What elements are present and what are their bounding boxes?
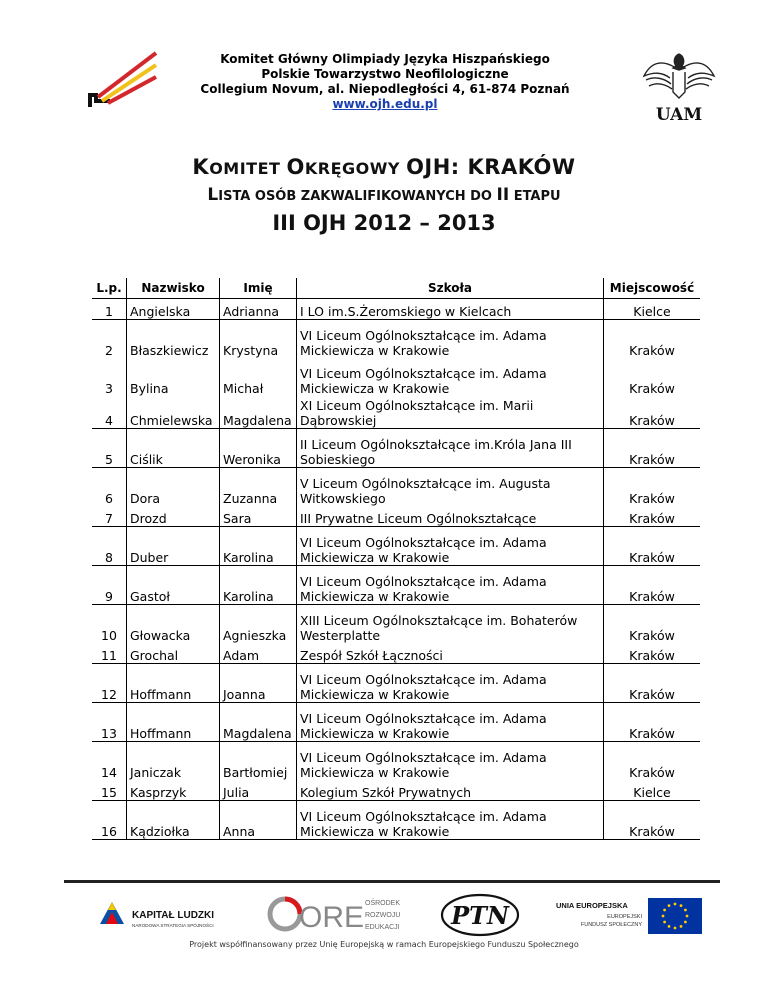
ore-logo [265, 893, 405, 935]
cell-surname: Błaszkiewicz [127, 320, 220, 359]
kl-subtitle: NARODOWA STRATEGIA SPÓJNOŚCI [132, 923, 214, 928]
cell-lp: 1 [92, 299, 127, 320]
ore-line-1: OŚRODEK [365, 900, 401, 907]
table-row [92, 643, 700, 664]
cell-surname: Kasprzyk [127, 780, 220, 801]
ore-big-text: ORE [299, 901, 365, 934]
title-2a: L [207, 185, 219, 205]
cell-lp: 10 [92, 605, 127, 644]
col-header-school: Szkoła [297, 278, 604, 299]
cell-school: Zespół Szkół Łączności [297, 643, 604, 664]
cell-school: VI Liceum Ogólnokształcące im. Adama Mickiewicza w Krakowie [297, 801, 604, 840]
uam-logo-text: UAM [655, 105, 703, 125]
table-row [92, 468, 700, 507]
title-2c: II [496, 185, 510, 205]
cell-firstname: Anna [220, 801, 297, 840]
table-row [92, 396, 700, 429]
cell-firstname: Michał [220, 358, 297, 396]
kl-title: KAPITAŁ LUDZKI [132, 910, 215, 921]
letterhead [0, 0, 768, 130]
cell-lp: 13 [92, 703, 127, 742]
cell-surname: Głowacka [127, 605, 220, 644]
table-row [92, 506, 700, 527]
col-header-lp: L.p. [92, 278, 127, 299]
cell-school: V Liceum Ogólnokształcące im. Augusta Witkowskiego [297, 468, 604, 507]
cell-surname: Ciślik [127, 429, 220, 468]
letterhead-text [180, 52, 590, 112]
cell-lp: 3 [92, 358, 127, 396]
cell-lp: 12 [92, 664, 127, 703]
cell-firstname: Magdalena [220, 703, 297, 742]
col-header-surname: Nazwisko [127, 278, 220, 299]
title-1d: KRĘGOWY [304, 159, 407, 178]
cell-firstname: Bartłomiej [220, 742, 297, 781]
eu-line-3: FUNDUSZ SPOŁECZNY [580, 922, 642, 928]
table-header-row [92, 278, 700, 299]
cell-surname: Angielska [127, 299, 220, 320]
cell-firstname: Joanna [220, 664, 297, 703]
eu-line-1: UNIA EUROPEJSKA [556, 901, 628, 910]
cell-school: XIII Liceum Ogólnokształcące im. Bohaterów Westerplatte [297, 605, 604, 644]
cell-city: Kraków [604, 703, 701, 742]
cell-surname: Janiczak [127, 742, 220, 781]
table-row [92, 429, 700, 468]
cell-school: VI Liceum Ogólnokształcące im. Adama Mickiewicza w Krakowie [297, 566, 604, 605]
cell-firstname: Magdalena [220, 396, 297, 429]
ptn-text: PTN [451, 901, 509, 930]
title-line-1 [0, 155, 768, 179]
header-line-3: Collegium Novum, al. Niepodległości 4, 61-874 Poznań [200, 82, 570, 96]
cell-school: VI Liceum Ogólnokształcące im. Adama Mickiewicza w Krakowie [297, 358, 604, 396]
header-line-2: Polskie Towarzystwo Neofilologiczne [261, 67, 509, 81]
table-row [92, 320, 700, 359]
cell-lp: 11 [92, 643, 127, 664]
cell-city: Kraków [604, 801, 701, 840]
cell-city: Kraków [604, 566, 701, 605]
eu-logo [556, 896, 704, 936]
table-row [92, 703, 700, 742]
cell-city: Kielce [604, 780, 701, 801]
cell-surname: Gastoł [127, 566, 220, 605]
cell-lp: 6 [92, 468, 127, 507]
table-row [92, 527, 700, 566]
title-2b: ISTA OSÓB ZAKWALIFIKOWANYCH DO [218, 189, 497, 204]
cell-school: VI Liceum Ogólnokształcące im. Adama Mickiewicza w Krakowie [297, 703, 604, 742]
header-line-1: Komitet Główny Olimpiady Języka Hiszpańskiego [220, 52, 550, 66]
cell-lp: 7 [92, 506, 127, 527]
cell-city: Kraków [629, 628, 675, 643]
cell-lp: 8 [92, 527, 127, 566]
cell-school: VI Liceum Ogólnokształcące im. Adama Mickiewicza w Krakowie [297, 664, 604, 703]
uam-eagle-logo [640, 48, 718, 126]
cell-school: VI Liceum Ogólnokształcące im. Adama Mickiewicza w Krakowie [297, 742, 604, 781]
footer-note: Projekt współfinansowany przez Unię Europejską w ramach Europejskiego Funduszu Społecznego [189, 940, 579, 949]
table-row [92, 566, 700, 605]
cell-city: Kraków [629, 343, 675, 358]
cell-firstname: Weronika [220, 429, 297, 468]
col-header-firstname: Imię [220, 278, 297, 299]
cell-firstname: Adrianna [220, 299, 297, 320]
cell-school: Kolegium Szkół Prywatnych [297, 780, 604, 801]
cell-city: Kielce [604, 299, 701, 320]
table-row [92, 801, 700, 840]
cell-lp: 16 [92, 801, 127, 840]
ojh-stripes-logo [88, 45, 158, 115]
cell-city: Kraków [604, 506, 701, 527]
cell-school: VI Liceum Ogólnokształcące im. Adama Mickiewicza w Krakowie [297, 320, 604, 359]
cell-firstname: Julia [220, 780, 297, 801]
cell-lp: 9 [92, 566, 127, 605]
cell-school: III Prywatne Liceum Ogólnokształcące [297, 506, 604, 527]
cell-firstname: Karolina [220, 527, 297, 566]
cell-lp: 4 [92, 396, 127, 429]
ore-line-2: ROZWOJU [365, 912, 401, 919]
cell-city: Kraków [604, 643, 701, 664]
table-row [92, 605, 700, 644]
footer-divider [64, 880, 720, 883]
cell-city: Kraków [604, 527, 701, 566]
cell-school: II Liceum Ogólnokształcące im.Króla Jana III Sobieskiego [297, 429, 604, 468]
title-1a: K [192, 155, 210, 179]
cell-school: XI Liceum Ogólnokształcące im. Marii Dąbrowskiej [297, 396, 604, 429]
cell-firstname: Agnieszka [220, 605, 297, 644]
cell-surname: Grochal [127, 643, 220, 664]
table-row [92, 742, 700, 781]
table-row [92, 664, 700, 703]
title-1e: OJH: KRAKÓW [406, 155, 576, 179]
cell-school: VI Liceum Ogólnokształcące im. Adama Mickiewicza w Krakowie [297, 527, 604, 566]
table-row [92, 299, 700, 320]
col-header-city: Miejscowość [604, 278, 701, 299]
title-1b: OMITET [209, 159, 287, 178]
cell-lp: 14 [92, 742, 127, 781]
cell-firstname: Karolina [220, 566, 297, 605]
cell-surname: Chmielewska [127, 396, 220, 429]
cell-surname: Drozd [127, 506, 220, 527]
cell-firstname: Krystyna [220, 320, 297, 359]
cell-city: Kraków [604, 664, 701, 703]
kapital-ludzki-logo [96, 896, 246, 936]
cell-school: I LO im.S.Żeromskiego w Kielcach [297, 299, 604, 320]
ore-line-3: EDUKACJI [365, 924, 400, 931]
cell-surname: Dora [127, 468, 220, 507]
qualified-students-table [92, 278, 700, 840]
cell-surname: Bylina [127, 358, 220, 396]
eu-line-2: EUROPEJSKI [607, 914, 642, 920]
document-title [0, 155, 768, 235]
cell-firstname: Zuzanna [220, 468, 297, 507]
cell-surname: Kądziołka [127, 801, 220, 840]
title-2d: ETAPU [509, 189, 561, 204]
table-row [92, 358, 700, 396]
cell-city: Kraków [604, 396, 701, 429]
header-url-link[interactable]: www.ojh.edu.pl [332, 97, 438, 111]
cell-city: Kraków [604, 429, 701, 468]
cell-surname: Hoffmann [127, 703, 220, 742]
cell-city: Kraków [629, 491, 675, 506]
cell-city: Kraków [629, 381, 675, 396]
title-1c: O [286, 155, 305, 179]
cell-firstname: Adam [220, 643, 297, 664]
table-row [92, 780, 700, 801]
ptn-logo [440, 893, 520, 937]
title-line-2 [0, 185, 768, 205]
cell-city: Kraków [629, 765, 675, 780]
cell-surname: Duber [127, 527, 220, 566]
cell-lp: 2 [92, 320, 127, 359]
title-line-3: III OJH 2012 – 2013 [272, 211, 496, 235]
cell-lp: 15 [92, 780, 127, 801]
cell-firstname: Sara [220, 506, 297, 527]
cell-surname: Hoffmann [127, 664, 220, 703]
cell-lp: 5 [92, 429, 127, 468]
